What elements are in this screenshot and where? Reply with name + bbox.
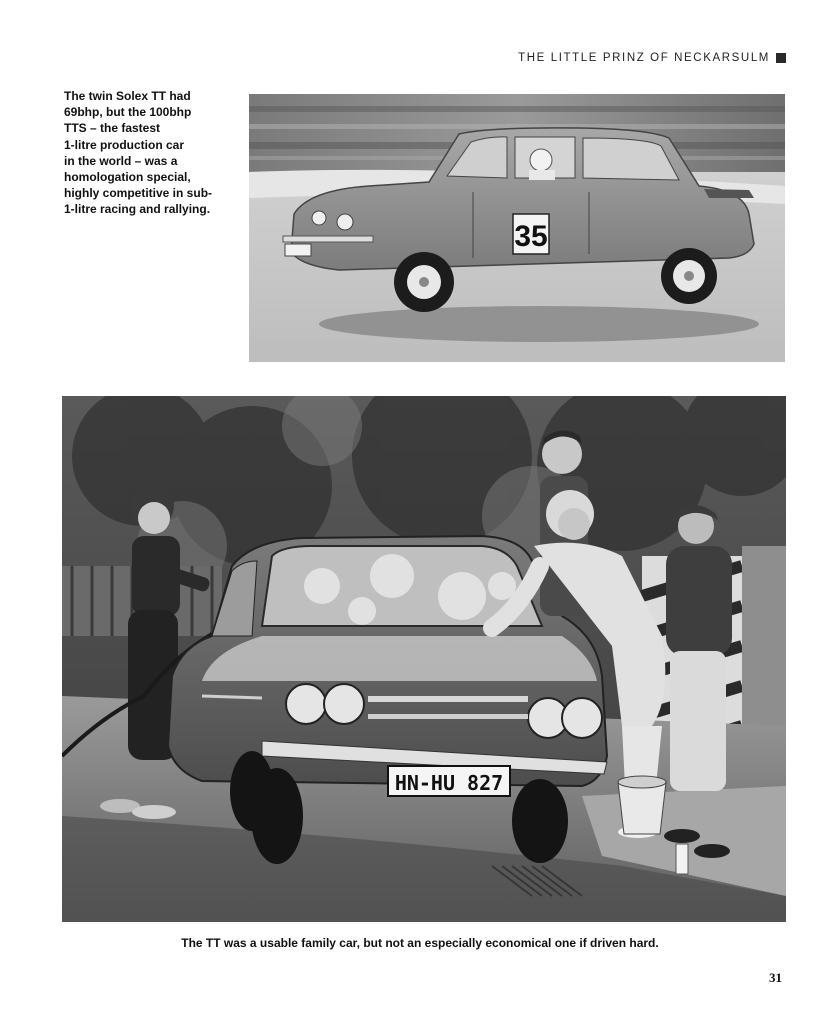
racing-car-photo bbox=[249, 94, 785, 362]
caption-line: 69bhp, but the 100bhp bbox=[64, 105, 192, 120]
caption-line: 1-litre racing and rallying. bbox=[64, 202, 211, 217]
caption-line: TTS – the fastest bbox=[64, 121, 161, 136]
caption-line: in the world – was a bbox=[64, 153, 178, 168]
page-number: 31 bbox=[769, 970, 782, 985]
square-bullet-icon bbox=[776, 53, 786, 63]
car-wash-photo bbox=[62, 396, 786, 922]
running-title: THE LITTLE PRINZ OF NECKARSULM bbox=[518, 52, 770, 64]
caption-line: homologation special, bbox=[64, 170, 191, 185]
bucket bbox=[618, 776, 666, 834]
top-photo-caption bbox=[64, 88, 236, 218]
caption-line: The twin Solex TT had bbox=[64, 89, 191, 103]
license-plate: HN-HU 827 bbox=[394, 771, 504, 795]
racing-car-illustration bbox=[249, 94, 785, 362]
bottom-photo-caption: The TT was a usable family car, but not an especially economical one if driven hard. bbox=[181, 936, 659, 950]
caption-line: 1-litre production car bbox=[64, 137, 185, 152]
car-wash-illustration bbox=[62, 396, 786, 922]
race-number: 35 bbox=[514, 220, 548, 253]
running-head bbox=[518, 52, 786, 64]
caption-line: highly competitive in sub- bbox=[64, 186, 213, 201]
